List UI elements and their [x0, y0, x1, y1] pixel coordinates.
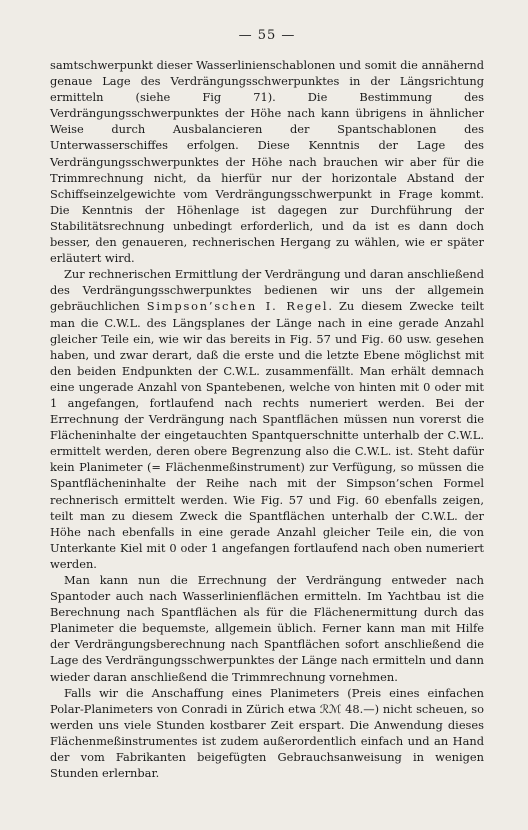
text-run: Zur rechnerischen Ermittlung der Verdrängung und daran anschließend des Verdrängungsschwerpunktes bedienen wir uns der allgemein gebräuchlichen: [50, 267, 484, 314]
text-run: . Zu diesem Zwecke teilt man die C.W.L. des Längsplanes der Länge nach in eine gerade Anzahl gleicher Teile ein, wie wir das bereits in Fig. 57 und Fig. 60 usw. gesehen haben, und zwar derart, daß die erste und die letzte Ebene möglichst mit den beiden Endpunkten der C.W.L. zusammenfällt. Man erhält demnach eine ungerade Anzahl von Spantebenen, welche von hinten mit 0 oder mit 1 angefangen, fortlaufend nach rechts numeriert werden. Bei der Errechnung der Verdrängung nach Spantflächen müssen nun vorerst die Flächeninhalte der eingetauchten Spantquerschnitte unterhalb der C.W.L. ermittelt werden, deren obere Begrenzung also die C.W.L. ist. Steht dafür kein Planimeter (= Flächenmeßinstrument) zur Verfügung, so müssen die Spantflächeninhalte der Reihe nach mit der Simpson’schen Formel rechnerisch ermittelt werden. Wie Fig. 57 und Fig. 60 ebenfalls zeigen, teilt man zu diesem Zweck die Spantflächen unterhalb der C.W.L. der Höhe nach ebenfalls in eine gerade Anzahl gleicher Teile ein, die von Unterkante Kiel mit 0 oder 1 angefangen fortlaufend nach oben numeriert werden.: [50, 299, 485, 571]
page-number: — 55 —: [238, 28, 296, 43]
paragraph: [50, 572, 484, 685]
spaced-term: Simpson’schen I. Regel: [146, 299, 329, 314]
paragraph: [50, 57, 484, 266]
text-run: Man kann nun die Errechnung der Verdrängung entweder nach Spantoder auch nach Wasserlinienflächen ermitteln. Im Yachtbau ist die Berechnung nach Spantflächen als für die Flächenermittung durch das Planimeter die bequemste, allgemein üblich. Ferner kann man mit Hilfe der Verdrängungsberechnung nach Spantflächen sofort anschließend die Lage des Verdrängungsschwerpunktes der Länge nach ermitteln und dann wieder daran anschließend die Trimmrechnung vornehmen.: [50, 573, 484, 684]
paragraph: [50, 685, 484, 782]
text-run: samtschwerpunkt dieser Wasserlinienschablonen und somit die annähernd genaue Lage des Verdrängungsschwerpunktes in der Längsrichtung ermitteln (siehe Fig 71). Die Bestimmung des Verdrängungsschwerpunktes der Höhe nach kann übrigens in ähnlicher Weise durch Ausbalancieren der Spantschablonen des Unterwasserschiffes erfolgen. Diese Kenntnis der Lage des Verdrängungsschwerpunktes der Höhe nach brauchen wir aber für die Trimmrechnung nicht, da hierfür nur der horizontale Abstand der Schiffseinzelgewichte vom Verdrängungsschwerpunkt in Frage kommt. Die Kenntnis der Höhenlage ist dagegen zur Durchführung der Stabilitätsrechnung unbedingt erforderlich, und da ist es dann doch besser, den genaueren, rechnerischen Hergang zu wählen, wie er später erläutert wird.: [50, 58, 484, 266]
text-run: Falls wir die Anschaffung eines Planimeters (Preis eines einfachen Polar-Planimeters von Conradi in Zürich etwa ℛℳ 48.—) nicht scheuen, so werden uns viele Stunden kostbarer Zeit erspart. Die Anwendung dieses Flächenmeßinstrumentes ist zudem außerordentlich einfach und an Hand der vom Fabrikanten beigefügten Gebrauchsanweisung in wenigen Stunden erlernbar.: [50, 685, 484, 781]
paragraph: [50, 266, 484, 572]
body-text: [50, 57, 484, 781]
